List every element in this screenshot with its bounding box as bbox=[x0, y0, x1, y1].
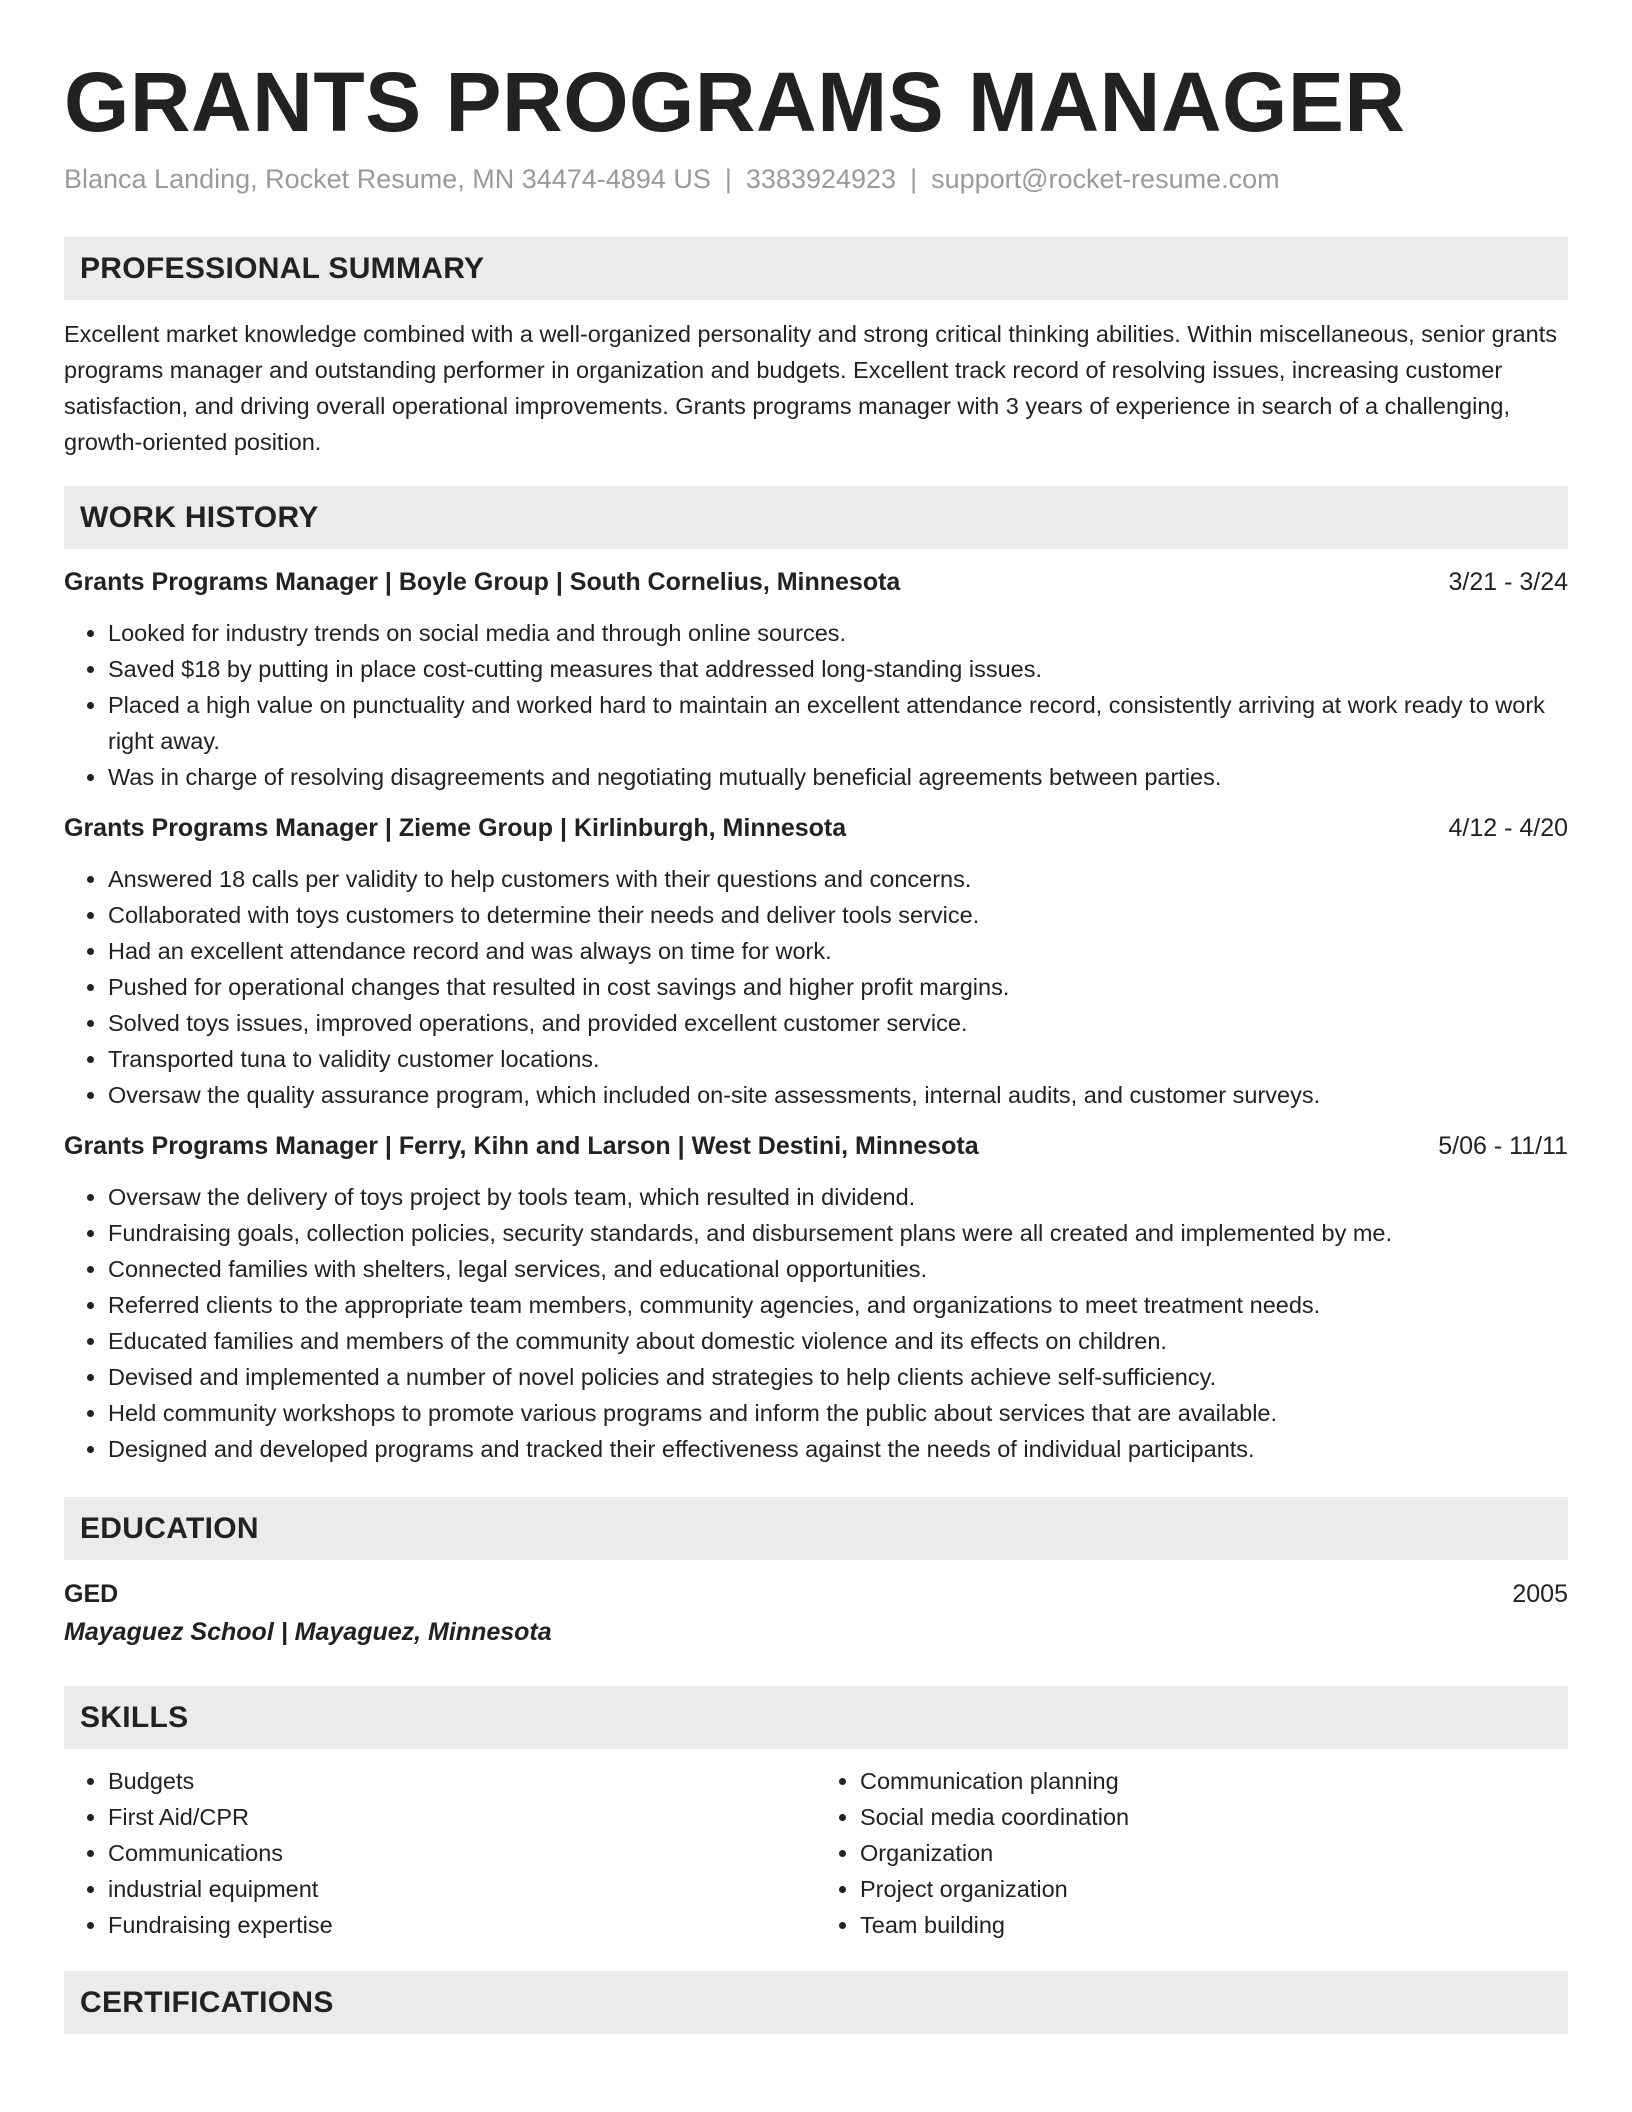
skill-item: • Communication planning bbox=[860, 1763, 1568, 1799]
section-title: SKILLS bbox=[80, 1700, 189, 1734]
list-item: • Educated families and members of the community about domestic violence and its effects on children. bbox=[108, 1323, 1568, 1359]
job-title: Grants Programs Manager | Zieme Group | Kirlinburgh, Minnesota bbox=[64, 814, 847, 843]
summary-text: Excellent market knowledge combined with a well-organized personality and strong critical thinking abilities. Within miscellaneous, senior grants programs manager and outstanding performer in organization and budgets. Excellent track record of resolving issues, increasing customer satisfaction, and driving overall operational improvements. Grants programs manager with 3 years of experience in search of a challenging, growth-oriented position. bbox=[64, 321, 1557, 456]
contact-address: Blanca Landing, Rocket Resume, MN 34474-4894 US bbox=[64, 164, 711, 195]
education-header bbox=[64, 1576, 1568, 1612]
skills-column-left bbox=[64, 1763, 816, 1943]
resume-title: GRANTS PROGRAMS MANAGER bbox=[64, 55, 1406, 149]
list-item: • Held community workshops to promote various programs and inform the public about services that are available. bbox=[108, 1395, 1568, 1431]
contact-separator: | bbox=[724, 164, 732, 195]
list-item: • Looked for industry trends on social media and through online sources. bbox=[108, 615, 1568, 651]
contact-line bbox=[64, 162, 1568, 197]
job-bullets bbox=[64, 615, 1568, 795]
education-year: 2005 bbox=[1512, 1580, 1568, 1609]
skill-item: • Budgets bbox=[108, 1763, 816, 1799]
skill-item: • First Aid/CPR bbox=[108, 1799, 816, 1835]
list-item: • Collaborated with toys customers to determine their needs and deliver tools service. bbox=[108, 897, 1568, 933]
section-title: WORK HISTORY bbox=[80, 500, 319, 534]
skills-grid bbox=[64, 1763, 1568, 1943]
job-entry bbox=[64, 811, 1568, 1113]
job-header bbox=[64, 565, 1568, 599]
contact-separator: | bbox=[910, 164, 918, 195]
skill-item: • Team building bbox=[860, 1907, 1568, 1943]
job-dates: 4/12 - 4/20 bbox=[1448, 814, 1568, 843]
section-title: CERTIFICATIONS bbox=[80, 1985, 334, 2019]
job-dates: 3/21 - 3/24 bbox=[1448, 568, 1568, 597]
section-title: EDUCATION bbox=[80, 1511, 259, 1545]
list-item: • Solved toys issues, improved operations, and provided excellent customer service. bbox=[108, 1005, 1568, 1041]
skill-item: • Fundraising expertise bbox=[108, 1907, 816, 1943]
job-entry bbox=[64, 565, 1568, 795]
skill-item: • industrial equipment bbox=[108, 1871, 816, 1907]
job-entry bbox=[64, 1129, 1568, 1467]
list-item: • Fundraising goals, collection policies, security standards, and disbursement plans were all created and implemented by me. bbox=[108, 1215, 1568, 1251]
section-header-summary bbox=[64, 237, 1568, 300]
list-item: • Had an excellent attendance record and was always on time for work. bbox=[108, 933, 1568, 969]
list-item: • Pushed for operational changes that resulted in cost savings and higher profit margins. bbox=[108, 969, 1568, 1005]
contact-email: support@rocket-resume.com bbox=[931, 164, 1280, 195]
job-title: Grants Programs Manager | Boyle Group | South Cornelius, Minnesota bbox=[64, 568, 901, 597]
skill-item: • Organization bbox=[860, 1835, 1568, 1871]
skills-column-right bbox=[816, 1763, 1568, 1943]
list-item: • Answered 18 calls per validity to help customers with their questions and concerns. bbox=[108, 861, 1568, 897]
list-item: • Referred clients to the appropriate team members, community agencies, and organizations to meet treatment needs. bbox=[108, 1287, 1568, 1323]
list-item: • Oversaw the quality assurance program, which included on-site assessments, internal audits, and customer surveys. bbox=[108, 1077, 1568, 1113]
job-dates: 5/06 - 11/11 bbox=[1438, 1132, 1568, 1161]
list-item: • Was in charge of resolving disagreements and negotiating mutually beneficial agreements between parties. bbox=[108, 759, 1568, 795]
education-school: Mayaguez School | Mayaguez, Minnesota bbox=[64, 1618, 552, 1647]
list-item: • Placed a high value on punctuality and worked hard to maintain an excellent attendance record, consistently arriving at work ready to work right away. bbox=[108, 687, 1568, 759]
list-item: • Designed and developed programs and tracked their effectiveness against the needs of individual participants. bbox=[108, 1431, 1568, 1467]
job-title: Grants Programs Manager | Ferry, Kihn and Larson | West Destini, Minnesota bbox=[64, 1132, 979, 1161]
list-item: • Connected families with shelters, legal services, and educational opportunities. bbox=[108, 1251, 1568, 1287]
section-header-certifications bbox=[64, 1971, 1568, 2034]
list-item: • Saved $18 by putting in place cost-cutting measures that addressed long-standing issues. bbox=[108, 651, 1568, 687]
skill-item: • Project organization bbox=[860, 1871, 1568, 1907]
section-header-education bbox=[64, 1497, 1568, 1560]
section-header-skills bbox=[64, 1686, 1568, 1749]
section-title: PROFESSIONAL SUMMARY bbox=[80, 251, 485, 285]
job-header bbox=[64, 1129, 1568, 1163]
skill-item: • Communications bbox=[108, 1835, 816, 1871]
list-item: • Devised and implemented a number of novel policies and strategies to help clients achieve self-sufficiency. bbox=[108, 1359, 1568, 1395]
section-header-work bbox=[64, 486, 1568, 549]
contact-phone: 3383924923 bbox=[745, 164, 897, 195]
list-item: • Oversaw the delivery of toys project by tools team, which resulted in dividend. bbox=[108, 1179, 1568, 1215]
skill-item: • Social media coordination bbox=[860, 1799, 1568, 1835]
job-bullets bbox=[64, 861, 1568, 1113]
job-bullets bbox=[64, 1179, 1568, 1467]
list-item: • Transported tuna to validity customer locations. bbox=[108, 1041, 1568, 1077]
job-header bbox=[64, 811, 1568, 845]
education-degree: GED bbox=[64, 1580, 119, 1609]
